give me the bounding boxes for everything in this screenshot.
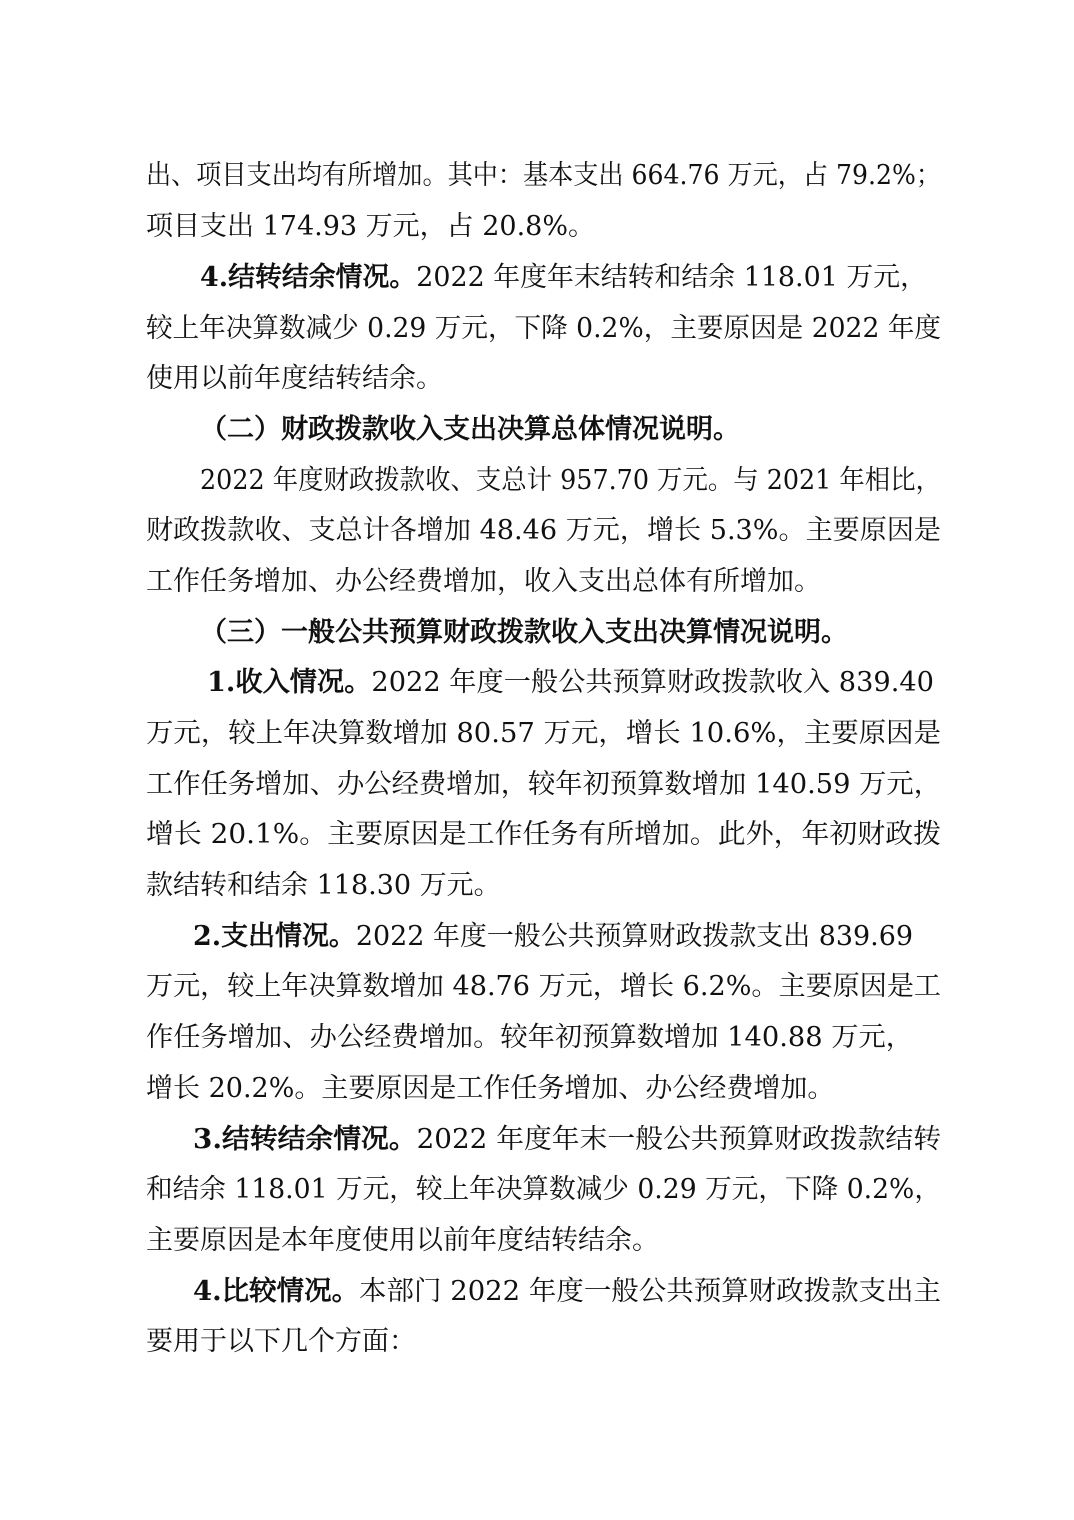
text-line: 工作任务增加、办公经费增加，收入支出总体有所增加。 bbox=[146, 566, 821, 597]
text-line: 增长 20.1%。主要原因是工作任务有所增加。此外，年初财政拨 bbox=[146, 819, 941, 850]
text-line: 项目支出 174.93 万元，占 20.8%。 bbox=[146, 211, 595, 242]
text-line: 和结余 118.01 万元，较上年决算数减少 0.29 万元，下降 0.2%， bbox=[146, 1174, 941, 1205]
text-line: 万元，较上年决算数增加 80.57 万元，增长 10.6%，主要原因是 bbox=[146, 718, 941, 749]
section-heading: 4.比较情况。 bbox=[193, 1276, 360, 1307]
text-line: 作任务增加、办公经费增加。较年初预算数增加 140.88 万元， bbox=[146, 1022, 914, 1053]
text-line: 款结转和结余 118.30 万元。 bbox=[146, 870, 501, 901]
text-line: 2022 年度财政拨款收、支总计 957.70 万元。与 2021 年相比， bbox=[200, 465, 941, 496]
text-line: 使用以前年度结转结余。 bbox=[146, 363, 443, 394]
text-line: 要用于以下几个方面： bbox=[146, 1326, 416, 1357]
text-line: 4.结转结余情况。2022 年度年末结转和结余 118.01 万元， bbox=[200, 262, 927, 293]
section-heading: 4.结转结余情况。 bbox=[200, 262, 417, 293]
text-line: 主要原因是本年度使用以前年度结转结余。 bbox=[146, 1225, 659, 1256]
text-line: 较上年决算数减少 0.29 万元，下降 0.2%，主要原因是 2022 年度 bbox=[146, 313, 941, 344]
text-line: 1.收入情况。2022 年度一般公共预算财政拨款收入 839.40 bbox=[207, 667, 934, 698]
text-line: 万元，较上年决算数增加 48.76 万元，增长 6.2%。主要原因是工 bbox=[146, 971, 942, 1002]
section-heading: 1.收入情况。 bbox=[207, 667, 372, 698]
text-line: 财政拨款收、支总计各增加 48.46 万元，增长 5.3%。主要原因是 bbox=[146, 515, 942, 546]
text-line: 增长 20.2%。主要原因是工作任务增加、办公经费增加。 bbox=[146, 1073, 835, 1104]
text-line: 4.比较情况。本部门 2022 年度一般公共预算财政拨款支出主 bbox=[193, 1276, 942, 1307]
text-line: 出、项目支出均有所增加。其中：基本支出 664.76 万元，占 79.2%； bbox=[146, 160, 941, 191]
text-line: 3.结转结余情况。2022 年度年末一般公共预算财政拨款结转 bbox=[193, 1124, 941, 1155]
section-heading: 2.支出情况。 bbox=[193, 921, 356, 952]
section-heading: 3.结转结余情况。 bbox=[193, 1124, 417, 1155]
text-line: 2.支出情况。2022 年度一般公共预算财政拨款支出 839.69 bbox=[193, 921, 913, 952]
section-heading: （二）财政拨款收入支出决算总体情况说明。 bbox=[200, 414, 740, 445]
text-line: 工作任务增加、办公经费增加，较年初预算数增加 140.59 万元， bbox=[146, 769, 941, 800]
section-heading: （三）一般公共预算财政拨款收入支出决算情况说明。 bbox=[200, 617, 848, 648]
